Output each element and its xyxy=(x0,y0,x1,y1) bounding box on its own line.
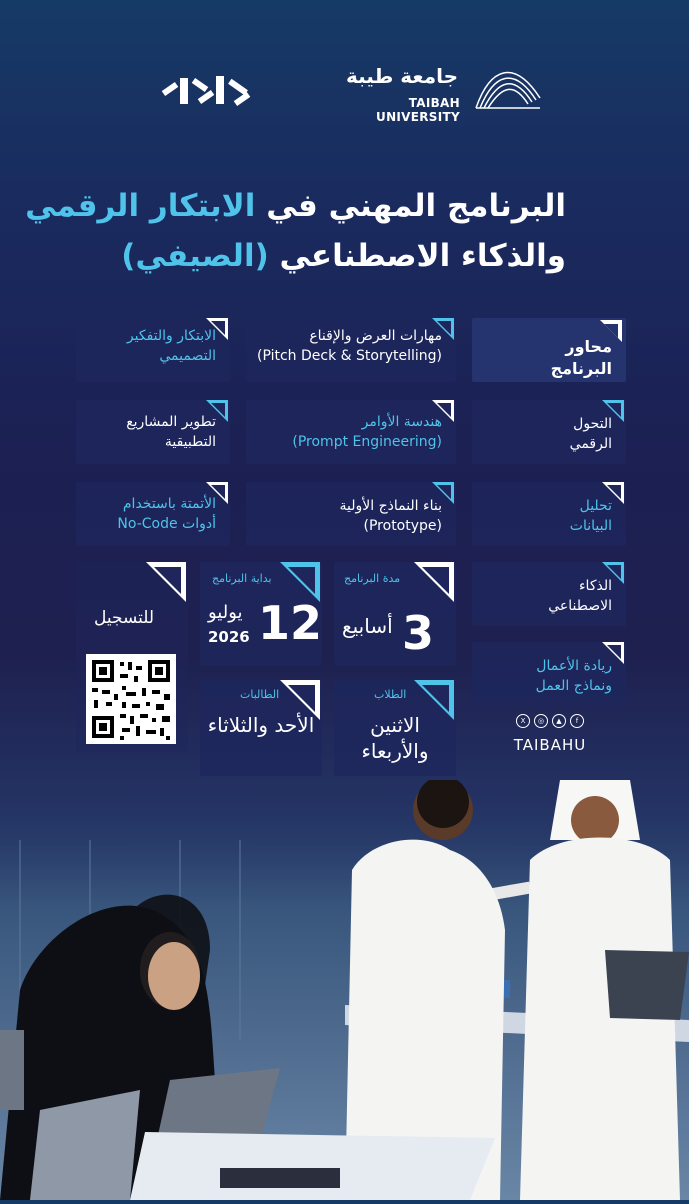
students-days: الاثنين والأربعاء xyxy=(361,713,429,763)
start-year: 2026 xyxy=(208,628,250,646)
female-students-card xyxy=(200,680,322,776)
topic-card xyxy=(246,482,456,546)
university-name-en: TAIBAH UNIVERSITY xyxy=(376,96,460,124)
topic-subtitle: البيانات xyxy=(569,518,612,534)
title-part: والذكاء الاصطناعي xyxy=(279,238,566,274)
topic-title: الذكاء xyxy=(578,578,612,594)
topic-title: تحليل xyxy=(579,498,612,514)
taibah-logo-icon xyxy=(470,58,546,114)
duration-unit: أسابيع xyxy=(342,614,393,638)
start-month: يوليو xyxy=(208,602,243,623)
duration-card xyxy=(334,562,456,666)
registration-qr-code[interactable] xyxy=(86,654,176,744)
social-handle: TAIBAHU xyxy=(513,736,587,754)
female-students-days: الأحد والثلاثاء xyxy=(207,713,315,737)
axes-title: محاور xyxy=(565,337,612,356)
students-label: الطلاب xyxy=(374,688,407,701)
title-part: البرنامج المهني في xyxy=(266,188,566,224)
program-axes-card xyxy=(472,318,626,382)
start-date-card xyxy=(200,562,322,666)
topic-card xyxy=(246,400,456,464)
topic-subtitle: ونماذج العمل xyxy=(535,678,612,694)
vision-logo xyxy=(158,66,258,114)
topic-subtitle: الرقمي xyxy=(569,436,612,452)
topic-title: تطوير المشاريع xyxy=(126,414,216,430)
topic-card xyxy=(76,400,230,464)
topic-card xyxy=(472,482,626,546)
title-accent: الابتكار الرقمي xyxy=(25,188,256,224)
topic-subtitle: (Prototype) xyxy=(363,518,442,534)
topic-title: هندسة الأوامر xyxy=(361,414,442,430)
topic-subtitle: التطبيقية xyxy=(164,434,216,450)
topic-card xyxy=(472,562,626,626)
page-title-line1 xyxy=(25,186,566,226)
topic-card xyxy=(76,482,230,546)
topic-title: الأتمتة باستخدام xyxy=(122,496,216,512)
topic-title: مهارات العرض والإقناع xyxy=(309,328,442,344)
triangle-icon xyxy=(146,562,186,602)
page-title-line2 xyxy=(60,236,566,276)
triangle-icon xyxy=(414,562,454,602)
duration-value: 3 xyxy=(402,606,435,660)
topic-title: ريادة الأعمال xyxy=(536,658,612,674)
topic-card xyxy=(246,318,456,382)
topic-subtitle: أدوات No-Code xyxy=(117,516,216,532)
topic-subtitle: (Pitch Deck & Storytelling) xyxy=(256,348,442,364)
topic-title: التحول xyxy=(573,416,612,432)
axes-title: البرنامج xyxy=(550,359,612,378)
snapchat-icon[interactable]: ▲ xyxy=(552,714,566,728)
register-label: للتسجيل xyxy=(94,608,155,628)
facebook-icon[interactable]: f xyxy=(570,714,584,728)
topic-subtitle: (Prompt Engineering) xyxy=(292,434,442,450)
topic-card xyxy=(472,400,626,464)
start-label: بداية البرنامج xyxy=(212,572,272,585)
students-card xyxy=(334,680,456,776)
duration-label: مدة البرنامج xyxy=(344,572,401,585)
topic-card xyxy=(76,318,230,382)
topic-subtitle: الاصطناعي xyxy=(548,598,612,614)
instagram-icon[interactable]: ◎ xyxy=(534,714,548,728)
female-students-label: الطالبات xyxy=(240,688,280,701)
topic-title: بناء النماذج الأولية xyxy=(339,498,442,514)
topic-subtitle: التصميمي xyxy=(159,348,216,364)
topic-card xyxy=(472,642,626,706)
start-day: 12 xyxy=(258,596,323,650)
students-photo xyxy=(0,780,689,1200)
x-icon[interactable]: X xyxy=(516,714,530,728)
title-accent: (الصيفي) xyxy=(121,238,269,274)
social-icons xyxy=(512,714,588,728)
university-name-ar: جامعة طيبة xyxy=(346,64,458,88)
topic-title: الابتكار والتفكير xyxy=(126,328,216,344)
